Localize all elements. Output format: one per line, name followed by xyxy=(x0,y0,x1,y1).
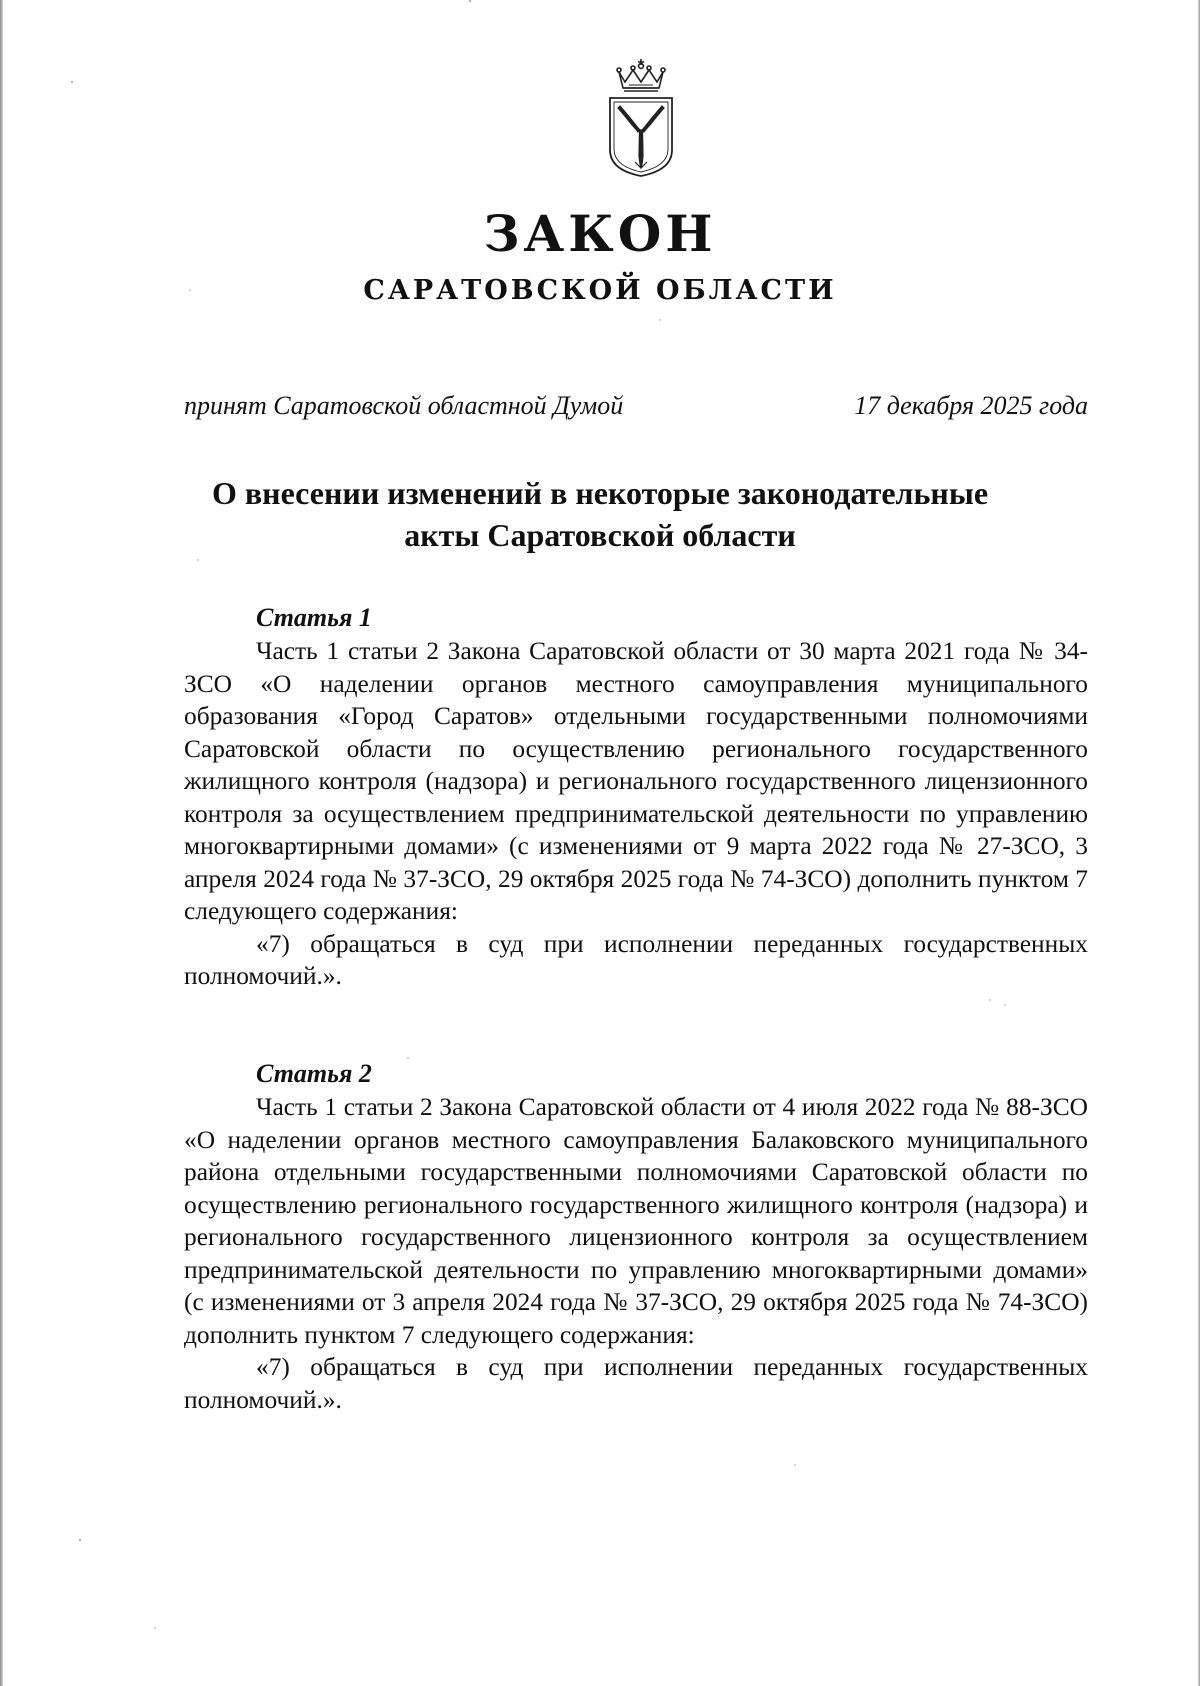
article-1-text: Часть 1 статьи 2 Закона Саратовской области от 30 марта 2021 года № 34-ЗСО «О наделении органов местного самоуправления муниципального образования «Город Саратов» отдельными государственными полномочиями Саратовской области по осуществлению регионального государственного жилищного контроля (надзора) и регионального государственного лицензионного контроля за осуществлением предпринимательской деятельности по управлению многоквартирными домами» (с изменениями от 9 марта 2022 года № 27-ЗСО, 3 апреля 2024 года № 37-ЗСО, 29 октября 2025 года № 74-ЗСО) дополнить пунктом 7 следующего содержания: xyxy=(184,637,1088,925)
document-title: ЗАКОН xyxy=(483,204,717,263)
article-2-title: Статья 2 xyxy=(256,1059,372,1088)
law-heading xyxy=(150,472,1050,556)
saratov-coat-of-arms-icon xyxy=(605,58,677,178)
article-2-addition: «7) обращаться в суд при исполнении переданных государственных полномочий.». xyxy=(184,1353,1088,1414)
law-heading-line-1: О внесении изменений в некоторые законодательные xyxy=(211,475,989,511)
adopted-by: принят Саратовской областной Думой xyxy=(184,391,624,420)
article-2-text: Часть 1 статьи 2 Закона Саратовской области от 4 июля 2022 года № 88-ЗСО «О наделении органов местного самоуправления Балаковского муниципального района отдельными государственными полномочиями Саратовской области по осуществлению регионального государственного жилищного контроля (надзора) и регионального государственного лицензионного контроля за осуществлением предпринимательской деятельности по управлению многоквартирными домами» (с изменениями от 3 апреля 2024 года № 37-ЗСО, 29 октября 2025 года № 74-ЗСО) дополнить пунктом 7 следующего содержания: xyxy=(184,1093,1088,1349)
document-subtitle: САРАТОВСКОЙ ОБЛАСТИ xyxy=(363,275,837,306)
article-1 xyxy=(184,601,1088,993)
article-2 xyxy=(184,1057,1088,1416)
law-heading-line-2: акты Саратовской области xyxy=(404,517,796,553)
article-1-addition: «7) обращаться в суд при исполнении переданных государственных полномочий.». xyxy=(184,929,1088,990)
article-1-title: Статья 1 xyxy=(256,603,372,632)
adopted-date: 17 декабря 2025 года xyxy=(854,391,1088,420)
